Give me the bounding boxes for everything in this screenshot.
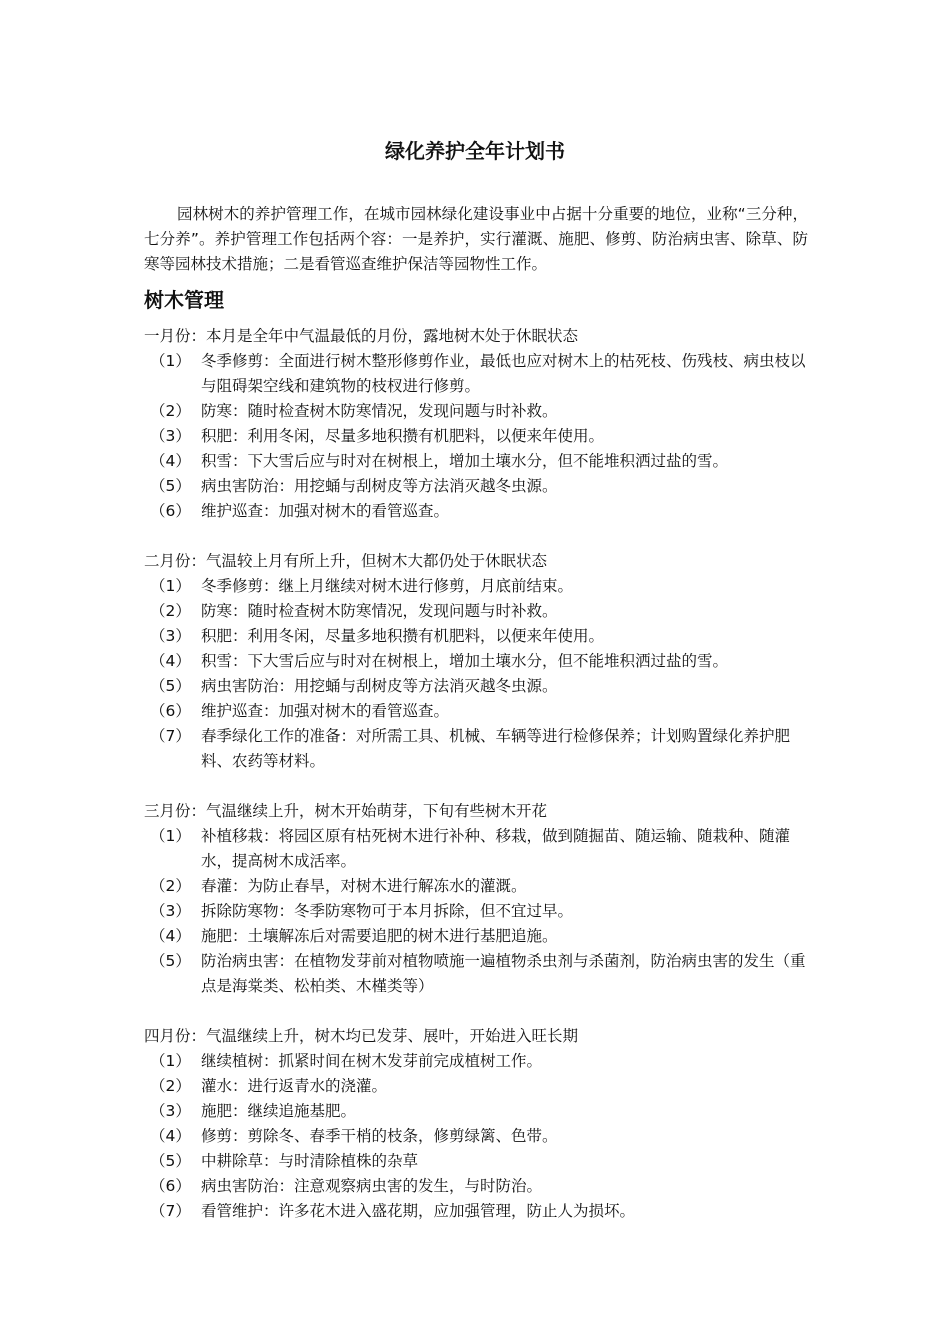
document-title: 绿化养护全年计划书: [385, 139, 565, 163]
item-number: （2）: [150, 1077, 191, 1095]
item-number: （3）: [150, 427, 191, 445]
item-number: （3）: [150, 627, 191, 645]
month-section: [144, 549, 814, 774]
item-text: 修剪：剪除冬、春季干梢的枝条，修剪绿篱、色带。: [201, 1127, 558, 1145]
item-text: 施肥：继续追施基肥。: [201, 1102, 357, 1120]
month-section: [144, 1024, 814, 1224]
item-number: （4）: [150, 927, 191, 945]
list-item: [144, 1124, 814, 1149]
item-text: 病虫害防治：注意观察病虫害的发生，与时防治。: [201, 1177, 543, 1195]
item-text: 施肥：土壤解冻后对需要追肥的树木进行基肥追施。: [201, 927, 558, 945]
list-item: [144, 924, 814, 949]
item-text: 中耕除草：与时清除植株的杂草: [201, 1152, 419, 1170]
list-item: [144, 824, 814, 874]
section-heading: 树木管理: [144, 288, 224, 312]
item-text: 病虫害防治：用挖蛹与刮树皮等方法消灭越冬虫源。: [201, 677, 558, 695]
list-item: [144, 874, 814, 899]
item-number: （1）: [150, 577, 191, 595]
list-item: [144, 1174, 814, 1199]
item-text: 继续植树：抓紧时间在树木发芽前完成植树工作。: [201, 1052, 543, 1070]
item-number: （5）: [150, 477, 191, 495]
month-section: [144, 799, 814, 999]
list-item: [144, 699, 814, 724]
list-item: [144, 949, 814, 999]
item-text: 防寒：随时检查树木防寒情况，发现问题与时补救。: [201, 602, 558, 620]
item-number: （5）: [150, 952, 191, 970]
item-text: 病虫害防治：用挖蛹与刮树皮等方法消灭越冬虫源。: [201, 477, 558, 495]
item-text: 积肥：利用冬闲，尽量多地积攒有机肥料，以便来年使用。: [201, 627, 605, 645]
list-item: [144, 1074, 814, 1099]
item-text: 春灌：为防止春旱，对树木进行解冻水的灌溉。: [201, 877, 527, 895]
list-item: [144, 674, 814, 699]
item-text: 维护巡查：加强对树木的看管巡查。: [201, 702, 450, 720]
list-item: [144, 724, 814, 774]
item-text: 看管维护：许多花木进入盛花期，应加强管理，防止人为损坏。: [201, 1202, 636, 1220]
month-heading: 二月份：气温较上月有所上升，但树木大都仍处于休眠状态: [144, 552, 548, 570]
item-text: 积雪：下大雪后应与时对在树根上，增加土壤水分，但不能堆积洒过盐的雪。: [201, 652, 729, 670]
list-item: [144, 449, 814, 474]
list-item: [144, 599, 814, 624]
item-number: （6）: [150, 502, 191, 520]
item-number: （6）: [150, 1177, 191, 1195]
month-heading: 三月份：气温继续上升，树木开始萌芽，下旬有些树木开花: [144, 802, 548, 820]
list-item: [144, 399, 814, 424]
item-number: （4）: [150, 1127, 191, 1145]
item-number: （2）: [150, 602, 191, 620]
month-section: [144, 324, 814, 524]
item-text: 春季绿化工作的准备：对所需工具、机械、车辆等进行检修保养；计划购置绿化养护肥料、农药等材料。: [201, 727, 791, 770]
list-item: [144, 424, 814, 449]
item-text: 防治病虫害：在植物发芽前对植物喷施一遍植物杀虫剂与杀菌剂，防治病虫害的发生（重点是海棠类、松柏类、木槿类等）: [201, 952, 806, 995]
item-number: （1）: [150, 1052, 191, 1070]
item-number: （4）: [150, 652, 191, 670]
month-heading: 四月份：气温继续上升，树木均已发芽、展叶，开始进入旺长期: [144, 1027, 579, 1045]
list-item: [144, 1149, 814, 1174]
item-number: （7）: [150, 1202, 191, 1220]
item-number: （2）: [150, 877, 191, 895]
item-text: 防寒：随时检查树木防寒情况，发现问题与时补救。: [201, 402, 558, 420]
item-text: 拆除防寒物：冬季防寒物可于本月拆除，但不宜过早。: [201, 902, 574, 920]
item-text: 冬季修剪：全面进行树木整形修剪作业，最低也应对树木上的枯死枝、伤残枝、病虫枝以与阻碍架空线和建筑物的枝杈进行修剪。: [201, 352, 806, 395]
item-number: （3）: [150, 902, 191, 920]
list-item: [144, 624, 814, 649]
item-text: 补植移栽：将园区原有枯死树木进行补种、移栽，做到随掘苗、随运输、随栽种、随灌水，提高树木成活率。: [201, 827, 791, 870]
item-number: （6）: [150, 702, 191, 720]
item-text: 维护巡查：加强对树木的看管巡查。: [201, 502, 450, 520]
list-item: [144, 899, 814, 924]
item-text: 积雪：下大雪后应与时对在树根上，增加土壤水分，但不能堆积洒过盐的雪。: [201, 452, 729, 470]
list-item: [144, 574, 814, 599]
item-number: （1）: [150, 352, 191, 370]
list-item: [144, 499, 814, 524]
item-number: （7）: [150, 727, 191, 745]
month-list: [144, 324, 814, 1249]
item-number: （3）: [150, 1102, 191, 1120]
item-text: 积肥：利用冬闲，尽量多地积攒有机肥料，以便来年使用。: [201, 427, 605, 445]
item-number: （5）: [150, 1152, 191, 1170]
item-number: （2）: [150, 402, 191, 420]
item-text: 冬季修剪：继上月继续对树木进行修剪，月底前结束。: [201, 577, 574, 595]
intro-paragraph: [144, 202, 808, 277]
list-item: [144, 1199, 814, 1224]
list-item: [144, 1049, 814, 1074]
month-heading: 一月份：本月是全年中气温最低的月份，露地树木处于休眠状态: [144, 327, 579, 345]
item-number: （1）: [150, 827, 191, 845]
item-number: （5）: [150, 677, 191, 695]
item-text: 灌水：进行返青水的浇灌。: [201, 1077, 388, 1095]
intro-text: 园林树木的养护管理工作，在城市园林绿化建设事业中占据十分重要的地位，业称“三分种，七分养”。养护管理工作包括两个容：一是养护，实行灌溉、施肥、修剪、防治病虫害、除草、防寒等园林技术措施；二是看管巡查维护保洁等园物性工作。: [144, 205, 808, 273]
list-item: [144, 649, 814, 674]
item-number: （4）: [150, 452, 191, 470]
list-item: [144, 349, 814, 399]
list-item: [144, 474, 814, 499]
list-item: [144, 1099, 814, 1124]
